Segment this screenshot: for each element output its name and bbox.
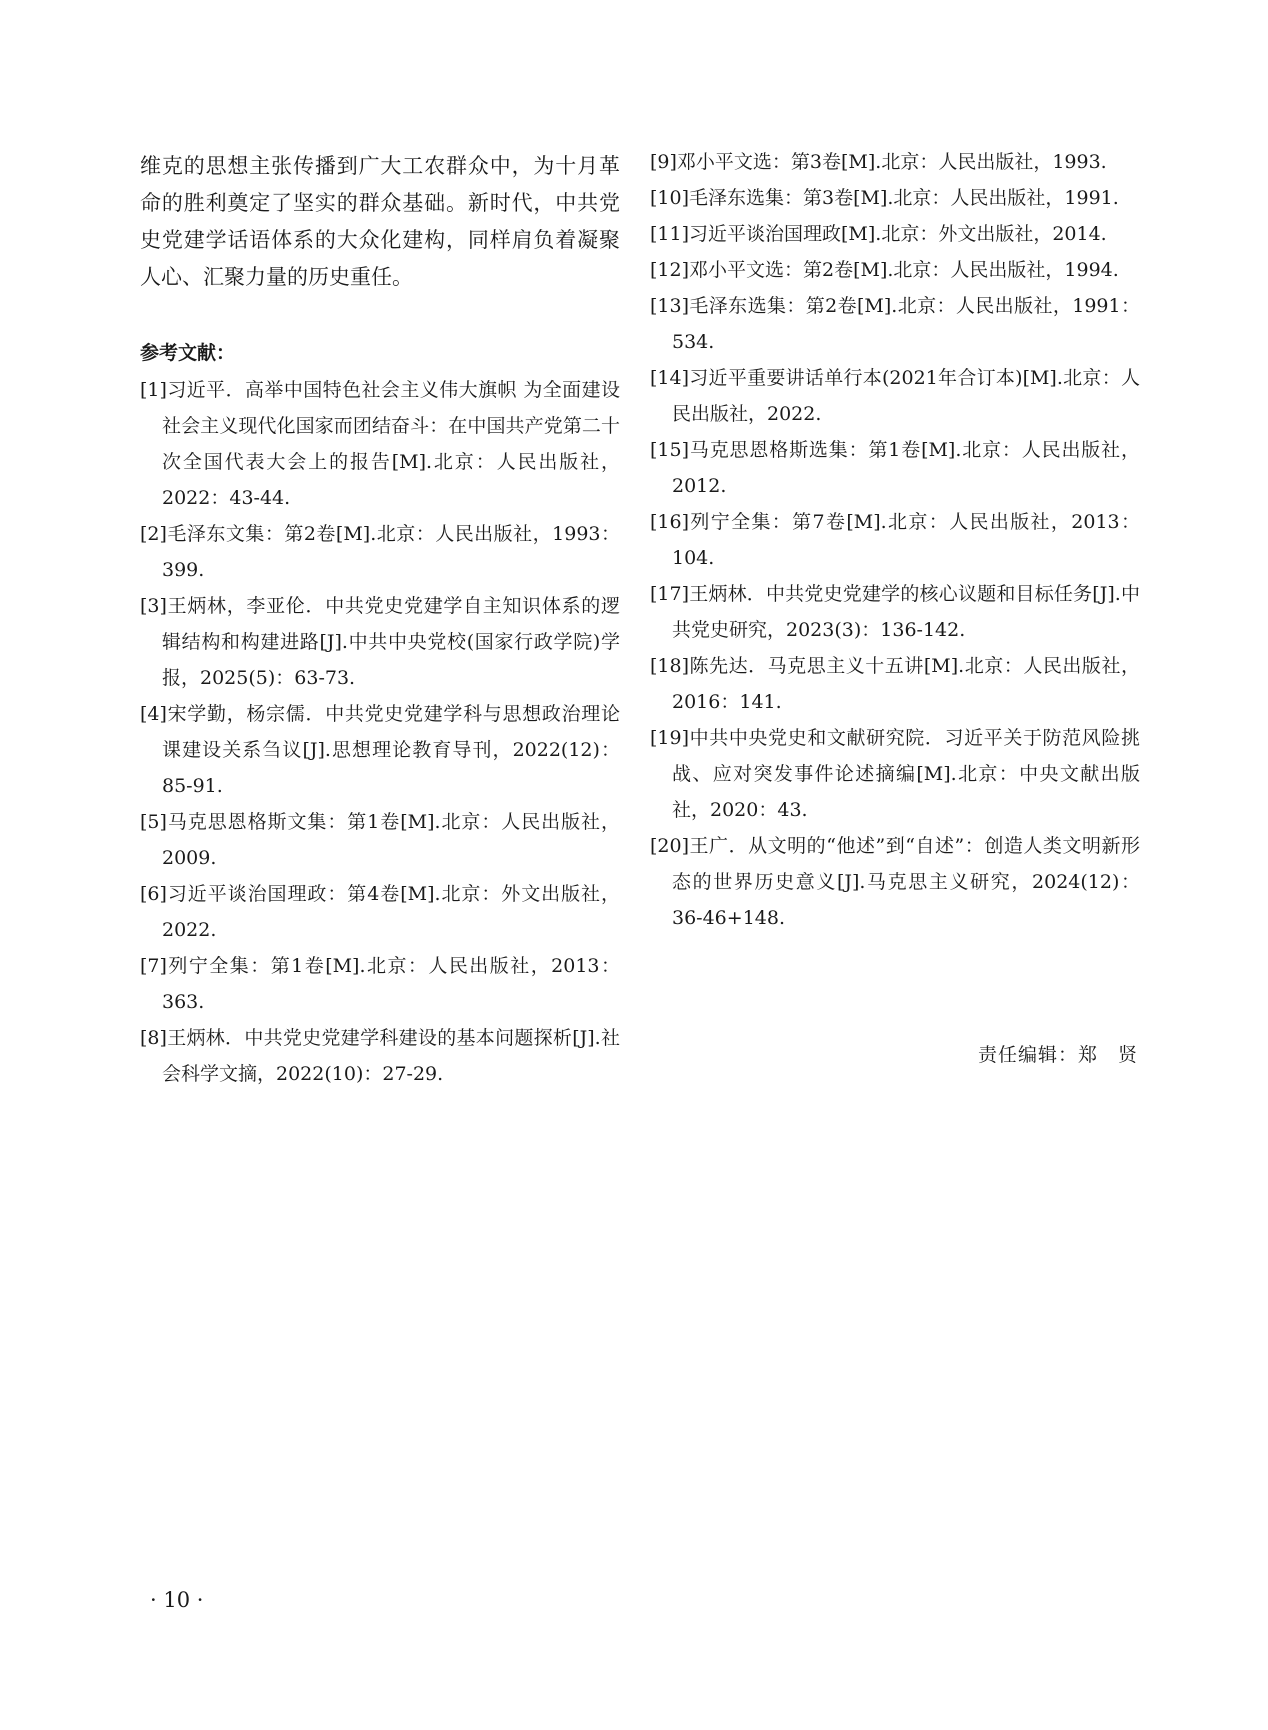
body-paragraph: 维克的思想主张传播到广大工农群众中，为十月革命的胜利奠定了坚实的群众基础。新时代，中共党史党建学话语体系的大众化建构，同样肩负着凝聚人心、汇聚力量的历史重任。 bbox=[140, 154, 620, 289]
reference-item: [1]习近平．高举中国特色社会主义伟大旗帜 为全面建设社会主义现代化国家而团结奋斗：在中国共产党第二十次全国代表大会上的报告[M].北京：人民出版社，2022：43-44. bbox=[140, 379, 620, 509]
reference-item: [20]王广．从文明的“他述”到“自述”：创造人类文明新形态的世界历史意义[J].马克思主义研究，2024(12)：36-46+148. bbox=[650, 835, 1140, 929]
right-column bbox=[650, 148, 1140, 936]
reference-item: [16]列宁全集：第7卷[M].北京：人民出版社，2013：104. bbox=[650, 511, 1140, 569]
responsible-editor: 责任编辑：郑 贤 bbox=[977, 1044, 1138, 1066]
reference-item: [5]马克思恩格斯文集：第1卷[M].北京：人民出版社，2009. bbox=[140, 811, 620, 869]
reference-item: [3]王炳林，李亚伦．中共党史党建学自主知识体系的逻辑结构和构建进路[J].中共中央党校(国家行政学院)学报，2025(5)：63-73. bbox=[140, 595, 620, 689]
reference-item: [10]毛泽东选集：第3卷[M].北京：人民出版社，1991. bbox=[650, 187, 1119, 209]
page-number: · 10 · bbox=[150, 1588, 204, 1612]
left-column bbox=[140, 148, 620, 1092]
reference-item: [4]宋学勤，杨宗儒．中共党史党建学科与思想政治理论课建设关系刍议[J].思想理论教育导刊，2022(12)：85-91. bbox=[140, 703, 620, 797]
reference-item: [12]邓小平文选：第2卷[M].北京：人民出版社，1994. bbox=[650, 259, 1119, 281]
reference-item: [8]王炳林．中共党史党建学科建设的基本问题探析[J].社会科学文摘，2022(10)：27-29. bbox=[140, 1027, 620, 1085]
reference-item: [14]习近平重要讲话单行本(2021年合订本)[M].北京：人民出版社，2022. bbox=[650, 367, 1140, 425]
reference-list-right bbox=[650, 144, 1140, 936]
reference-list-left bbox=[140, 372, 620, 1092]
reference-item: [2]毛泽东文集：第2卷[M].北京：人民出版社，1993：399. bbox=[140, 523, 620, 581]
reference-item: [17]王炳林．中共党史党建学的核心议题和目标任务[J].中共党史研究，2023(3)：136-142. bbox=[650, 583, 1140, 641]
reference-item: [11]习近平谈治国理政[M].北京：外文出版社，2014. bbox=[650, 223, 1107, 245]
references-heading: 参考文献： bbox=[140, 342, 236, 364]
reference-item: [18]陈先达．马克思主义十五讲[M].北京：人民出版社，2016：141. bbox=[650, 655, 1140, 713]
reference-item: [9]邓小平文选：第3卷[M].北京：人民出版社，1993. bbox=[650, 151, 1107, 173]
reference-item: [6]习近平谈治国理政：第4卷[M].北京：外文出版社，2022. bbox=[140, 883, 620, 941]
reference-item: [13]毛泽东选集：第2卷[M].北京：人民出版社，1991：534. bbox=[650, 295, 1140, 353]
reference-item: [7]列宁全集：第1卷[M].北京：人民出版社，2013：363. bbox=[140, 955, 620, 1013]
reference-item: [15]马克思恩格斯选集：第1卷[M].北京：人民出版社，2012. bbox=[650, 439, 1140, 497]
reference-item: [19]中共中央党史和文献研究院．习近平关于防范风险挑战、应对突发事件论述摘编[M].北京：中央文献出版社，2020：43. bbox=[650, 727, 1140, 821]
